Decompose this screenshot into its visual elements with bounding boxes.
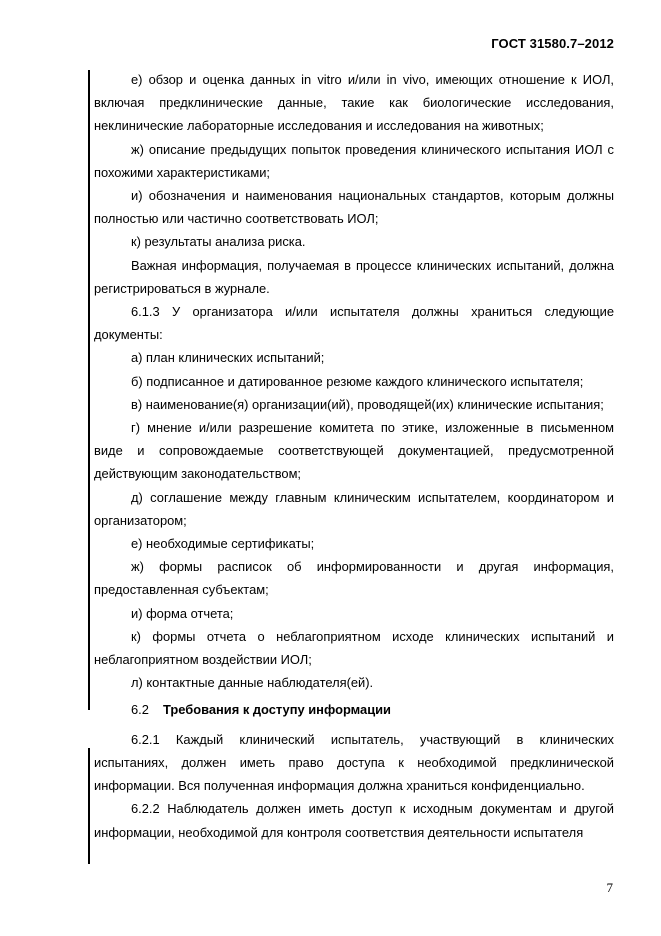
paragraph-journal: Важная информация, получаемая в процессе клинических испытаний, должна регистрироваться в журнале. [94,257,614,296]
item-e-review: e) обзор и оценка данных in vitro и/или in vivo, имеющих отношение к ИОЛ, включая предклинические данные, такие как биологические исследования, неклинические лабораторные исследования и исследования на животных; [94,72,614,134]
doc-item-d: д) соглашение между главным клиническим испытателем, координатором и организатором; [94,489,614,528]
change-bar-top [88,70,90,710]
doc-item-b: б) подписанное и датированное резюме каждого клинического испытателя; [131,373,584,389]
document-body [94,68,614,844]
section-title: Требования к доступу информации [163,702,391,718]
doc-item-e: е) необходимые сертификаты; [131,536,315,552]
doc-item-a: а) план клинических испытаний; [131,350,325,366]
doc-item-zh: ж) формы расписок об информированности и другая информация, предоставленная субъектам; [94,559,614,598]
clause-6-1-3: 6.1.3 У организатора и/или испытателя должны храниться следующие документы: [94,304,614,343]
doc-item-i: и) форма отчета; [131,605,234,621]
doc-item-l: л) контактные данные наблюдателя(ей). [131,675,374,691]
clause-6-2-1: 6.2.1 Каждый клинический испытатель, участвующий в клинических испытаниях, должен иметь право доступа к необходимой предклинической информации. Вся полученная информация должна храниться конфиденциально. [94,731,614,794]
doc-item-g: г) мнение и/или разрешение комитета по этике, изложенные в письменном виде и сопровождаемые соответствующей документацией, предусмотренной действующим законодательством; [94,420,614,482]
doc-item-v: в) наименование(я) организации(ий), проводящей(их) клинические испытания; [131,396,604,412]
section-heading [94,698,614,721]
change-bar-bottom [88,748,90,864]
section-number: 6.2 [131,702,149,718]
page-number: 7 [606,880,613,895]
item-i-standards: и) обозначения и наименования национальных стандартов, которым должны полностью или частично соответствовать ИОЛ; [94,188,614,227]
item-zh-description: ж) описание предыдущих попыток проведения клинического испытания ИОЛ с похожими характеристиками; [94,141,614,180]
doc-item-k: к) формы отчета о неблагоприятном исходе клинических испытаний и неблагоприятном воздействии ИОЛ; [94,628,614,668]
document-header: ГОСТ 31580.7–2012 [491,36,614,51]
item-k-risk: к) результаты анализа риска. [131,234,306,250]
clause-6-2-2: 6.2.2 Наблюдатель должен иметь доступ к исходным документам и другой информации, необходимой для контроля соответствия деятельности испытателя [94,801,614,840]
